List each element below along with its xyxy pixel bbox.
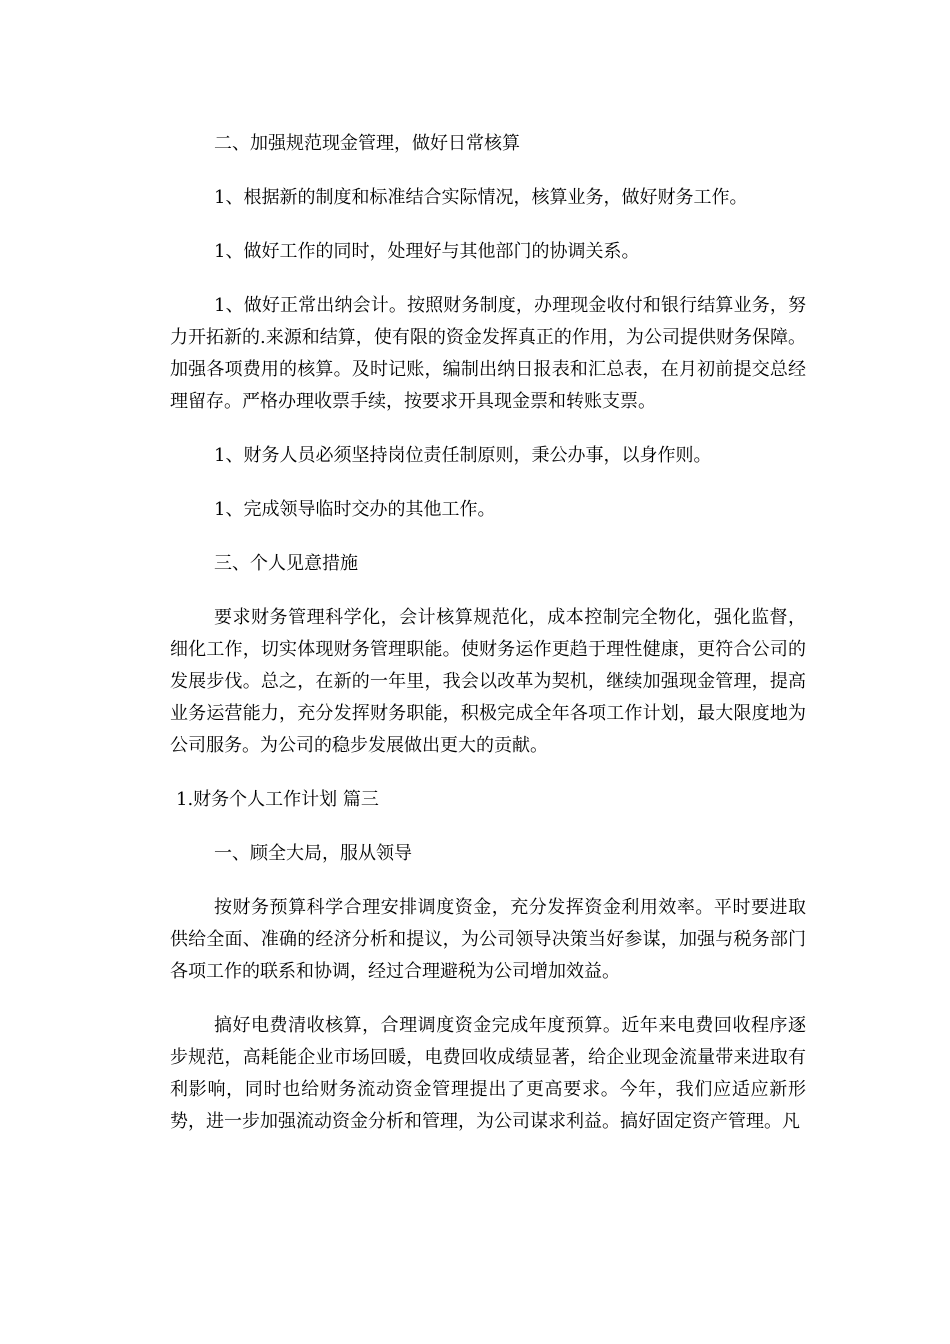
chapter-title: 1.财务个人工作计划 篇三 (176, 789, 379, 810)
section-heading: 二、加强规范现金管理，做好日常核算 (214, 133, 520, 154)
paragraph: 按财务预算科学合理安排调度资金，充分发挥资金利用效率。平时要进取供给全面、准确的经济分析和提议，为公司领导决策当好参谋，加强与税务部门各项工作的联系和协调，经过合理避税为公司增加效益。 (170, 897, 806, 982)
paragraph: 1、财务人员必须坚持岗位责任制原则，秉公办事，以身作则。 (214, 445, 712, 466)
paragraph: 搞好电费清收核算，合理调度资金完成年度预算。近年来电费回收程序逐步规范，高耗能企业市场回暖，电费回收成绩显著，给企业现金流量带来进取有利影响，同时也给财务流动资金管理提出了更高要求。今年，我们应适应新形势，进一步加强流动资金分析和管理，为公司谋求利益。搞好固定资产管理。凡 (170, 1015, 806, 1132)
paragraph: 要求财务管理科学化，会计核算规范化，成本控制完全物化，强化监督，细化工作，切实体现财务管理职能。使财务运作更趋于理性健康，更符合公司的发展步伐。总之，在新的一年里，我会以改革为契机，继续加强现金管理，提高业务运营能力，充分发挥财务职能，积极完成全年各项工作计划，最大限度地为公司服务。为公司的稳步发展做出更大的贡献。 (170, 607, 806, 756)
section-heading: 三、个人见意措施 (214, 553, 358, 574)
section-heading: 一、顾全大局，服从领导 (214, 843, 412, 864)
paragraph: 1、根据新的制度和标准结合实际情况，核算业务，做好财务工作。 (214, 187, 748, 208)
paragraph: 1、做好正常出纳会计。按照财务制度，办理现金收付和银行结算业务，努力开拓新的.来源和结算，使有限的资金发挥真正的作用，为公司提供财务保障。加强各项费用的核算。及时记账，编制出纳日报表和汇总表，在月初前提交总经理留存。严格办理收票手续，按要求开具现金票和转账支票。 (170, 295, 806, 412)
paragraph: 1、完成领导临时交办的其他工作。 (214, 499, 496, 520)
paragraph: 1、做好工作的同时，处理好与其他部门的协调关系。 (214, 241, 640, 262)
document-body (170, 128, 806, 1160)
